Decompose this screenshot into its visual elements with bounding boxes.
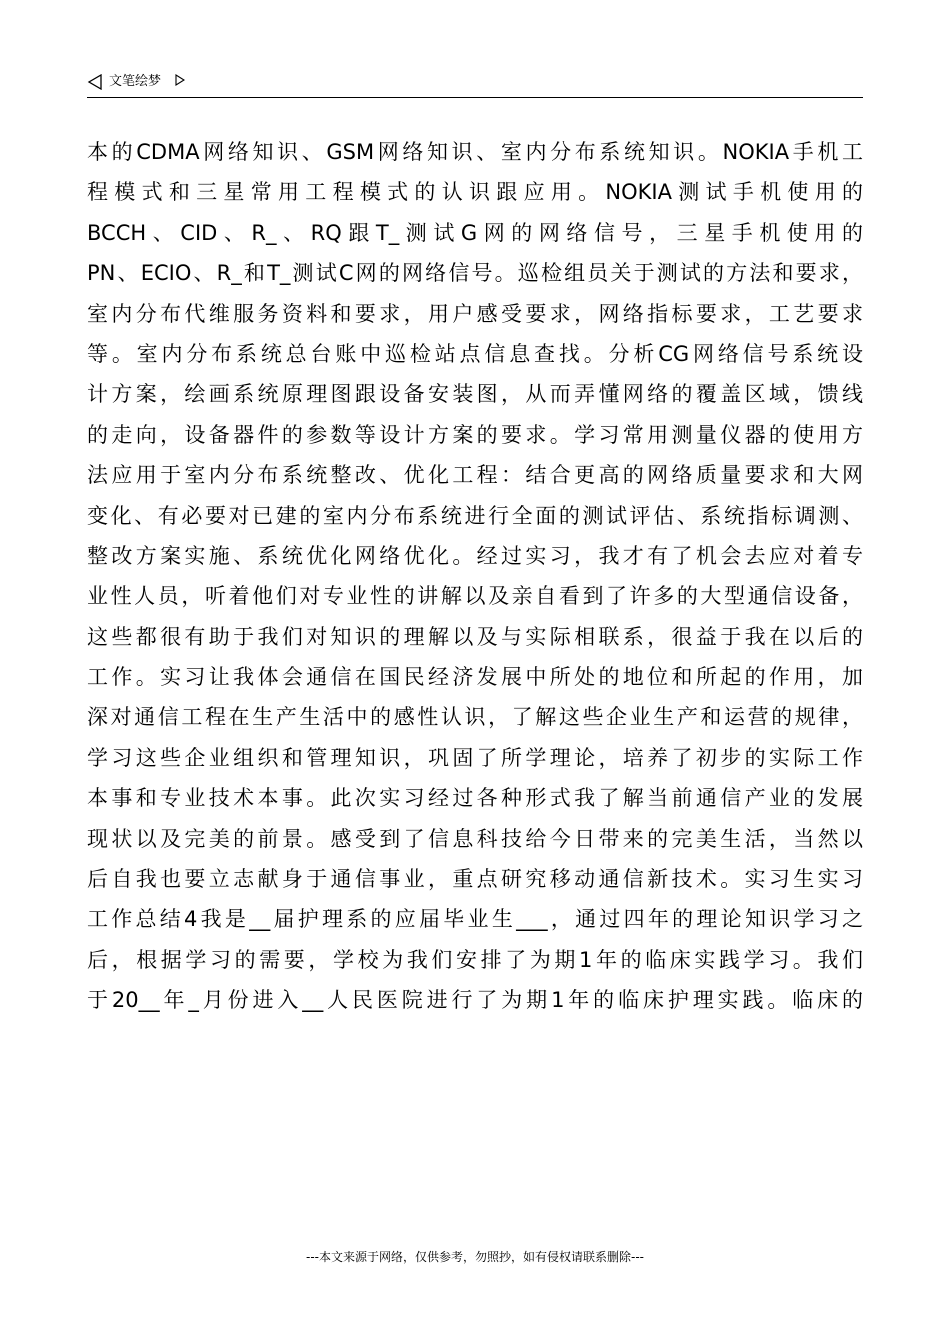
- text-line: 工作。实习让我体会通信在国民经济发展中所处的地位和所起的作用，加: [87, 665, 863, 690]
- text-line: 深对通信工程在生产生活中的感性认识，了解这些企业生产和运营的规律，: [87, 705, 863, 730]
- text-line: 后，根据学习的需要，学校为我们安排了为期1年的临床实践学习。我们: [87, 947, 863, 972]
- text-line: 变化、有必要对已建的室内分布系统进行全面的测试评估、系统指标调测、: [87, 503, 863, 528]
- text-line: 于20__年_月份进入__人民医院进行了为期1年的临床护理实践。临床的: [87, 988, 863, 1013]
- text-line: 计方案，绘画系统原理图跟设备安装图，从而弄懂网络的覆盖区域，馈线: [87, 382, 863, 407]
- text-line: 后自我也要立志献身于通信事业，重点研究移动通信新技术。实习生实习: [87, 867, 863, 892]
- text-line: 现状以及完美的前景。感受到了信息科技给今日带来的完美生活，当然以: [87, 826, 863, 851]
- triangle-right-outline-icon: [175, 74, 185, 86]
- text-line: 的走向，设备器件的参数等设计方案的要求。学习常用测量仪器的使用方: [87, 422, 863, 447]
- text-line: 法应用于室内分布系统整改、优化工程：结合更高的网络质量要求和大网: [87, 463, 863, 488]
- text-line: 业性人员，听着他们对专业性的讲解以及亲自看到了许多的大型通信设备，: [87, 584, 863, 609]
- body-text: [87, 132, 863, 1021]
- text-line: 这些都很有助于我们对知识的理解以及与实际相联系，很益于我在以后的: [87, 624, 863, 649]
- page-header: [87, 70, 863, 98]
- text-line: 本事和专业技术本事。此次实习经过各种形式我了解当前通信产业的发展: [87, 786, 863, 811]
- text-line: 学习这些企业组织和管理知识，巩固了所学理论，培养了初步的实际工作: [87, 745, 863, 770]
- triangle-left-outline-icon: [87, 74, 103, 90]
- text-line: BCCH、CID、R_、RQ跟T_测试G网的网络信号，三星手机使用的: [87, 220, 863, 245]
- text-line: 等。室内分布系统总台账中巡检站点信息查找。分析CG网络信号系统设: [87, 341, 863, 366]
- text-line: 本的CDMA网络知识、GSM网络知识、室内分布系统知识。NOKIA手机工: [87, 140, 863, 164]
- text-line: 整改方案实施、系统优化网络优化。经过实习，我才有了机会去应对着专: [87, 543, 863, 568]
- header-title: 文笔绘梦: [109, 74, 162, 89]
- text-line: PN、ECIO、R_和T_测试C网的网络信号。巡检组员关于测试的方法和要求，: [87, 261, 863, 286]
- text-line: 室内分布代维服务资料和要求，用户感受要求，网络指标要求，工艺要求: [87, 301, 863, 326]
- text-line: 工作总结4我是__届护理系的应届毕业生___，通过四年的理论知识学习之: [87, 907, 863, 932]
- text-line: 程模式和三星常用工程模式的认识跟应用。NOKIA测试手机使用的: [87, 180, 863, 205]
- page-footer: ---本文来源于网络，仅供参考，勿照抄，如有侵权请联系删除---: [306, 1250, 644, 1264]
